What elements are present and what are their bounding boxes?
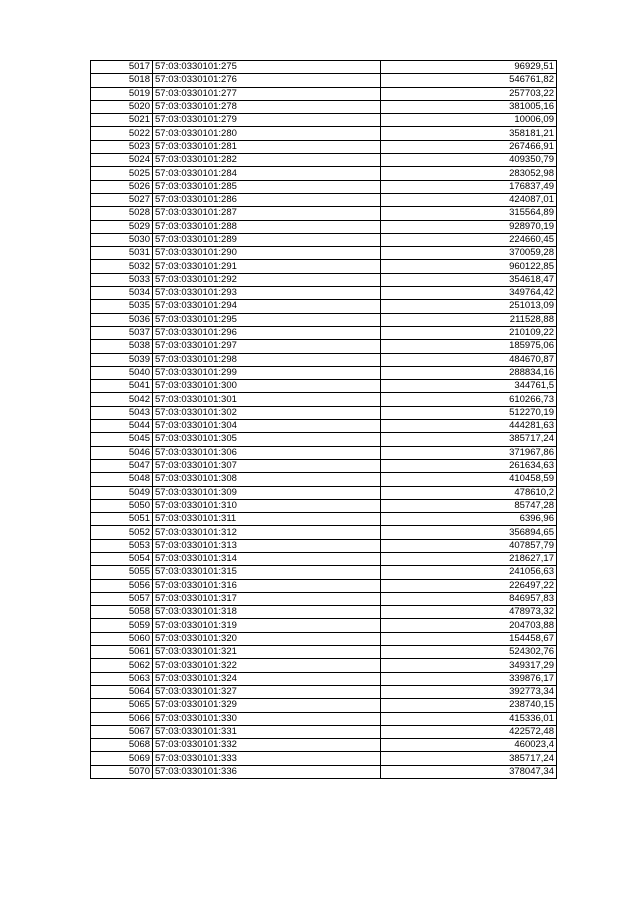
table-row [91,300,557,313]
value-cell: 226497,22 [381,579,557,592]
value-cell: 204703,88 [381,619,557,632]
value-cell: 407857,79 [381,539,557,552]
value-cell: 185975,06 [381,340,557,353]
cadastral-number-cell: 57:03:0330101:316 [153,579,381,592]
value-cell: 210109,22 [381,326,557,339]
cadastral-number-cell: 57:03:0330101:304 [153,420,381,433]
table-row [91,459,557,472]
row-number-cell: 5044 [91,420,153,433]
cadastral-number-cell: 57:03:0330101:336 [153,765,381,778]
table-row [91,552,557,565]
row-number-cell: 5043 [91,406,153,419]
table-row [91,247,557,260]
cadastral-number-cell: 57:03:0330101:305 [153,433,381,446]
cadastral-number-cell: 57:03:0330101:287 [153,207,381,220]
row-number-cell: 5019 [91,87,153,100]
value-cell: 610266,73 [381,393,557,406]
cadastral-number-cell: 57:03:0330101:314 [153,552,381,565]
row-number-cell: 5018 [91,74,153,87]
value-cell: 267466,91 [381,140,557,153]
cadastral-number-cell: 57:03:0330101:277 [153,87,381,100]
row-number-cell: 5064 [91,685,153,698]
row-number-cell: 5070 [91,765,153,778]
table-row [91,233,557,246]
table-row [91,473,557,486]
cadastral-number-cell: 57:03:0330101:276 [153,74,381,87]
value-cell: 224660,45 [381,233,557,246]
value-cell: 349764,42 [381,287,557,300]
cadastral-number-cell: 57:03:0330101:309 [153,486,381,499]
value-cell: 960122,85 [381,260,557,273]
value-cell: 211528,88 [381,313,557,326]
row-number-cell: 5065 [91,699,153,712]
table-row [91,619,557,632]
value-cell: 422572,48 [381,725,557,738]
row-number-cell: 5022 [91,127,153,140]
value-cell: 356894,65 [381,526,557,539]
cadastral-number-cell: 57:03:0330101:329 [153,699,381,712]
cadastral-number-cell: 57:03:0330101:327 [153,685,381,698]
table-row [91,114,557,127]
cadastral-number-cell: 57:03:0330101:291 [153,260,381,273]
row-number-cell: 5046 [91,446,153,459]
row-number-cell: 5055 [91,566,153,579]
table-row [91,273,557,286]
row-number-cell: 5035 [91,300,153,313]
cadastral-number-cell: 57:03:0330101:311 [153,513,381,526]
cadastral-number-cell: 57:03:0330101:320 [153,632,381,645]
cadastral-number-cell: 57:03:0330101:313 [153,539,381,552]
table-row [91,672,557,685]
cadastral-number-cell: 57:03:0330101:330 [153,712,381,725]
value-cell: 378047,34 [381,765,557,778]
cadastral-number-cell: 57:03:0330101:279 [153,114,381,127]
value-cell: 96929,51 [381,61,557,74]
table-row [91,393,557,406]
value-cell: 354618,47 [381,273,557,286]
cadastral-number-cell: 57:03:0330101:300 [153,380,381,393]
row-number-cell: 5017 [91,61,153,74]
table-row [91,61,557,74]
value-cell: 460023,4 [381,739,557,752]
row-number-cell: 5025 [91,167,153,180]
table-row [91,592,557,605]
value-cell: 928970,19 [381,220,557,233]
cadastral-number-cell: 57:03:0330101:289 [153,233,381,246]
table-row [91,287,557,300]
cadastral-number-cell: 57:03:0330101:319 [153,619,381,632]
table-row [91,340,557,353]
value-cell: 257703,22 [381,87,557,100]
cadastral-number-cell: 57:03:0330101:301 [153,393,381,406]
value-cell: 410458,59 [381,473,557,486]
cadastral-number-cell: 57:03:0330101:285 [153,180,381,193]
table-row [91,74,557,87]
row-number-cell: 5050 [91,499,153,512]
value-cell: 385717,24 [381,433,557,446]
row-number-cell: 5060 [91,632,153,645]
cadastral-number-cell: 57:03:0330101:295 [153,313,381,326]
cadastral-number-cell: 57:03:0330101:315 [153,566,381,579]
table-row [91,539,557,552]
cadastral-number-cell: 57:03:0330101:286 [153,193,381,206]
cadastral-number-cell: 57:03:0330101:310 [153,499,381,512]
value-cell: 349317,29 [381,659,557,672]
table-row [91,260,557,273]
table-row [91,526,557,539]
table-row [91,420,557,433]
table-row [91,499,557,512]
table-row [91,765,557,778]
row-number-cell: 5041 [91,380,153,393]
table-row [91,486,557,499]
row-number-cell: 5059 [91,619,153,632]
row-number-cell: 5037 [91,326,153,339]
row-number-cell: 5031 [91,247,153,260]
cadastral-number-cell: 57:03:0330101:308 [153,473,381,486]
cadastral-number-cell: 57:03:0330101:306 [153,446,381,459]
table-row [91,606,557,619]
cadastral-number-cell: 57:03:0330101:317 [153,592,381,605]
row-number-cell: 5039 [91,353,153,366]
row-number-cell: 5033 [91,273,153,286]
cadastral-number-cell: 57:03:0330101:294 [153,300,381,313]
table-row [91,566,557,579]
row-number-cell: 5062 [91,659,153,672]
cadastral-number-cell: 57:03:0330101:284 [153,167,381,180]
cadastral-number-cell: 57:03:0330101:318 [153,606,381,619]
row-number-cell: 5047 [91,459,153,472]
row-number-cell: 5032 [91,260,153,273]
table-row [91,579,557,592]
value-cell: 344761,5 [381,380,557,393]
table-row [91,699,557,712]
row-number-cell: 5021 [91,114,153,127]
table-row [91,87,557,100]
value-cell: 251013,09 [381,300,557,313]
value-cell: 381005,16 [381,100,557,113]
row-number-cell: 5051 [91,513,153,526]
row-number-cell: 5034 [91,287,153,300]
cadastral-number-cell: 57:03:0330101:321 [153,646,381,659]
row-number-cell: 5068 [91,739,153,752]
cadastral-number-cell: 57:03:0330101:298 [153,353,381,366]
row-number-cell: 5048 [91,473,153,486]
value-cell: 10006,09 [381,114,557,127]
table-row [91,739,557,752]
value-cell: 415336,01 [381,712,557,725]
table-row [91,752,557,765]
cadastral-number-cell: 57:03:0330101:331 [153,725,381,738]
table-row [91,685,557,698]
cadastral-number-cell: 57:03:0330101:293 [153,287,381,300]
value-cell: 444281,63 [381,420,557,433]
value-cell: 484670,87 [381,353,557,366]
value-cell: 6396,96 [381,513,557,526]
table-row [91,632,557,645]
table-row [91,207,557,220]
row-number-cell: 5069 [91,752,153,765]
row-number-cell: 5063 [91,672,153,685]
table-row [91,220,557,233]
table-row [91,167,557,180]
row-number-cell: 5045 [91,433,153,446]
value-cell: 218627,17 [381,552,557,565]
table-row [91,433,557,446]
table-body [91,61,557,779]
value-cell: 238740,15 [381,699,557,712]
cadastral-number-cell: 57:03:0330101:302 [153,406,381,419]
value-cell: 154458,67 [381,632,557,645]
table-row [91,380,557,393]
value-cell: 371967,86 [381,446,557,459]
value-cell: 524302,76 [381,646,557,659]
cadastral-number-cell: 57:03:0330101:290 [153,247,381,260]
cadastral-number-cell: 57:03:0330101:296 [153,326,381,339]
value-cell: 370059,28 [381,247,557,260]
table-row [91,646,557,659]
cadastral-number-cell: 57:03:0330101:297 [153,340,381,353]
cadastral-number-cell: 57:03:0330101:324 [153,672,381,685]
table-row [91,446,557,459]
value-cell: 339876,17 [381,672,557,685]
value-cell: 392773,34 [381,685,557,698]
row-number-cell: 5026 [91,180,153,193]
value-cell: 85747,28 [381,499,557,512]
row-number-cell: 5052 [91,526,153,539]
value-cell: 283052,98 [381,167,557,180]
row-number-cell: 5053 [91,539,153,552]
table-row [91,659,557,672]
value-cell: 478973,32 [381,606,557,619]
table-row [91,154,557,167]
cadastral-table [90,60,557,779]
row-number-cell: 5020 [91,100,153,113]
cadastral-number-cell: 57:03:0330101:275 [153,61,381,74]
row-number-cell: 5049 [91,486,153,499]
row-number-cell: 5042 [91,393,153,406]
table-row [91,140,557,153]
value-cell: 385717,24 [381,752,557,765]
cadastral-number-cell: 57:03:0330101:322 [153,659,381,672]
value-cell: 424087,01 [381,193,557,206]
table-row [91,725,557,738]
cadastral-number-cell: 57:03:0330101:288 [153,220,381,233]
row-number-cell: 5024 [91,154,153,167]
table-row [91,326,557,339]
cadastral-number-cell: 57:03:0330101:281 [153,140,381,153]
cadastral-number-cell: 57:03:0330101:333 [153,752,381,765]
table-row [91,180,557,193]
value-cell: 261634,63 [381,459,557,472]
value-cell: 315564,89 [381,207,557,220]
cadastral-number-cell: 57:03:0330101:312 [153,526,381,539]
row-number-cell: 5066 [91,712,153,725]
row-number-cell: 5038 [91,340,153,353]
value-cell: 512270,19 [381,406,557,419]
row-number-cell: 5056 [91,579,153,592]
row-number-cell: 5023 [91,140,153,153]
row-number-cell: 5061 [91,646,153,659]
row-number-cell: 5027 [91,193,153,206]
cadastral-number-cell: 57:03:0330101:299 [153,366,381,379]
value-cell: 478610,2 [381,486,557,499]
table-row [91,193,557,206]
value-cell: 846957,83 [381,592,557,605]
cadastral-number-cell: 57:03:0330101:307 [153,459,381,472]
row-number-cell: 5040 [91,366,153,379]
table-row [91,406,557,419]
table-row [91,353,557,366]
table-row [91,366,557,379]
table-row [91,712,557,725]
value-cell: 288834,16 [381,366,557,379]
row-number-cell: 5058 [91,606,153,619]
cadastral-number-cell: 57:03:0330101:292 [153,273,381,286]
value-cell: 546761,82 [381,74,557,87]
table-row [91,127,557,140]
row-number-cell: 5029 [91,220,153,233]
table-row [91,313,557,326]
row-number-cell: 5057 [91,592,153,605]
row-number-cell: 5028 [91,207,153,220]
row-number-cell: 5067 [91,725,153,738]
table-row [91,100,557,113]
row-number-cell: 5054 [91,552,153,565]
cadastral-number-cell: 57:03:0330101:280 [153,127,381,140]
value-cell: 241056,63 [381,566,557,579]
cadastral-number-cell: 57:03:0330101:278 [153,100,381,113]
value-cell: 409350,79 [381,154,557,167]
cadastral-number-cell: 57:03:0330101:332 [153,739,381,752]
value-cell: 176837,49 [381,180,557,193]
table-row [91,513,557,526]
row-number-cell: 5036 [91,313,153,326]
value-cell: 358181,21 [381,127,557,140]
cadastral-number-cell: 57:03:0330101:282 [153,154,381,167]
row-number-cell: 5030 [91,233,153,246]
